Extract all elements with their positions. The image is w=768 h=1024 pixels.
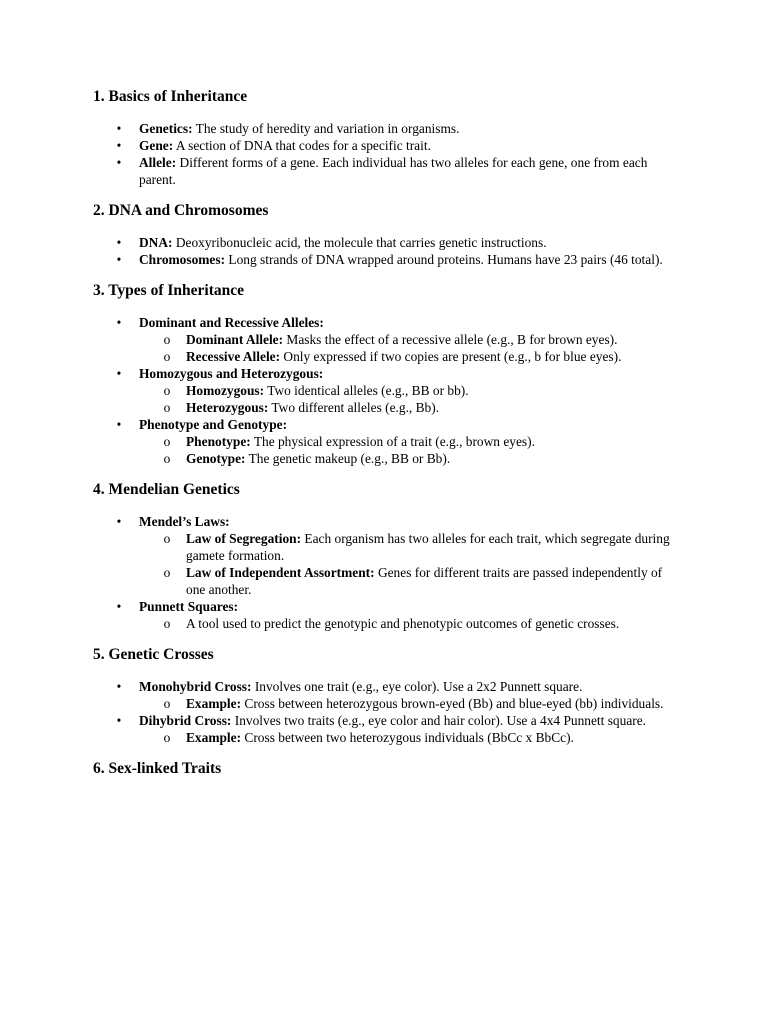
- circle-bullet-icon: o: [163, 531, 171, 546]
- list-item: [93, 678, 673, 712]
- sub-item-text: Masks the effect of a recessive allele (e.g., B for brown eyes).: [283, 332, 618, 347]
- bullet-icon: •: [116, 121, 122, 136]
- list-item: [93, 120, 673, 137]
- section-heading: 2. DNA and Chromosomes: [93, 202, 269, 219]
- item-term: DNA:: [139, 235, 173, 250]
- list-item: [93, 251, 673, 268]
- sub-item-term: Dominant Allele:: [186, 332, 284, 347]
- item-term: Genetics:: [139, 121, 193, 136]
- item-text: Involves two traits (e.g., eye color and hair color). Use a 4x4 Punnett square.: [231, 713, 647, 728]
- section-list: [93, 314, 673, 467]
- item-term: Punnett Squares:: [139, 599, 239, 614]
- list-item: [93, 314, 673, 365]
- sub-item-term: Genotype:: [186, 451, 246, 466]
- sub-item-text: The physical expression of a trait (e.g., brown eyes).: [250, 434, 535, 449]
- bullet-icon: •: [116, 599, 122, 614]
- item-term: Mendel’s Laws:: [139, 514, 230, 529]
- list-item: [93, 416, 673, 467]
- sub-item-text: Genes for different traits are passed independently of one another.: [186, 565, 663, 597]
- sub-item-term: Homozygous:: [186, 383, 265, 398]
- sub-list: [139, 729, 673, 746]
- sub-item-text: Only expressed if two copies are present (e.g., b for blue eyes).: [280, 349, 622, 364]
- list-item: [93, 513, 673, 598]
- document-body: [93, 87, 673, 792]
- bullet-icon: •: [116, 713, 122, 728]
- item-text: Involves one trait (e.g., eye color). Use a 2x2 Punnett square.: [251, 679, 583, 694]
- sub-list-item: [139, 450, 673, 467]
- circle-bullet-icon: o: [163, 332, 171, 347]
- circle-bullet-icon: o: [163, 616, 171, 631]
- sub-item-term: Law of Independent Assortment:: [186, 565, 375, 580]
- sub-item-term: Example:: [186, 696, 242, 711]
- bullet-icon: •: [116, 138, 122, 153]
- section-list: [93, 234, 673, 268]
- circle-bullet-icon: o: [163, 451, 171, 466]
- section-list: [93, 513, 673, 632]
- bullet-icon: •: [116, 315, 122, 330]
- bullet-icon: •: [116, 252, 122, 267]
- item-text: Deoxyribonucleic acid, the molecule that carries genetic instructions.: [172, 235, 547, 250]
- item-text: Different forms of a gene. Each individual has two alleles for each gene, one from each parent.: [139, 155, 648, 187]
- sub-list-item: [139, 382, 673, 399]
- item-term: Dihybrid Cross:: [139, 713, 232, 728]
- bullet-icon: •: [116, 679, 122, 694]
- item-term: Allele:: [139, 155, 177, 170]
- section-heading: 4. Mendelian Genetics: [93, 481, 240, 498]
- section-heading: 5. Genetic Crosses: [93, 646, 214, 663]
- sub-list-item: [139, 564, 673, 598]
- list-item: [93, 234, 673, 251]
- item-term: Dominant and Recessive Alleles:: [139, 315, 324, 330]
- bullet-icon: •: [116, 155, 122, 170]
- sub-list: [139, 530, 673, 598]
- sub-list-item: [139, 399, 673, 416]
- circle-bullet-icon: o: [163, 696, 171, 711]
- item-text: The study of heredity and variation in organisms.: [192, 121, 460, 136]
- sub-item-term: Heterozygous:: [186, 400, 269, 415]
- sub-list: [139, 382, 673, 416]
- sub-item-text: Cross between two heterozygous individuals (BbCc x BbCc).: [241, 730, 574, 745]
- list-item: [93, 137, 673, 154]
- item-term: Homozygous and Heterozygous:: [139, 366, 324, 381]
- sub-list-item: [139, 331, 673, 348]
- section-heading: 3. Types of Inheritance: [93, 282, 244, 299]
- item-term: Monohybrid Cross:: [139, 679, 252, 694]
- list-item: [93, 365, 673, 416]
- sub-item-text: Two different alleles (e.g., Bb).: [268, 400, 440, 415]
- sub-list-item: [139, 348, 673, 365]
- item-text: A section of DNA that codes for a specific trait.: [173, 138, 431, 153]
- bullet-icon: •: [116, 417, 122, 432]
- sub-list-item: [139, 433, 673, 450]
- bullet-icon: •: [116, 366, 122, 381]
- bullet-icon: •: [116, 514, 122, 529]
- sub-item-term: Example:: [186, 730, 242, 745]
- sub-list: [139, 433, 673, 467]
- bullet-icon: •: [116, 235, 122, 250]
- section-list: [93, 120, 673, 188]
- section-heading: 6. Sex-linked Traits: [93, 760, 222, 777]
- list-item: [93, 154, 673, 188]
- section-heading: 1. Basics of Inheritance: [93, 88, 248, 105]
- sub-list: [139, 615, 673, 632]
- list-item: [93, 598, 673, 632]
- sub-item-text: Cross between heterozygous brown-eyed (Bb) and blue-eyed (bb) individuals.: [241, 696, 664, 711]
- sub-item-term: Law of Segregation:: [186, 531, 302, 546]
- sub-list-item: [139, 729, 673, 746]
- sub-list: [139, 695, 673, 712]
- circle-bullet-icon: o: [163, 434, 171, 449]
- sub-item-text: Two identical alleles (e.g., BB or bb).: [264, 383, 469, 398]
- circle-bullet-icon: o: [163, 400, 171, 415]
- item-term: Phenotype and Genotype:: [139, 417, 288, 432]
- sub-item-text: A tool used to predict the genotypic and phenotypic outcomes of genetic crosses.: [186, 616, 620, 631]
- sub-item-text: Each organism has two alleles for each trait, which segregate during gamete formation.: [186, 531, 670, 563]
- sub-item-term: Recessive Allele:: [186, 349, 281, 364]
- circle-bullet-icon: o: [163, 383, 171, 398]
- list-item: [93, 712, 673, 746]
- section-list: [93, 678, 673, 746]
- circle-bullet-icon: o: [163, 349, 171, 364]
- sub-item-term: Phenotype:: [186, 434, 251, 449]
- sub-list: [139, 331, 673, 365]
- circle-bullet-icon: o: [163, 565, 171, 580]
- sub-item-text: The genetic makeup (e.g., BB or Bb).: [245, 451, 451, 466]
- sub-list-item: [139, 615, 673, 632]
- item-term: Chromosomes:: [139, 252, 226, 267]
- item-text: Long strands of DNA wrapped around proteins. Humans have 23 pairs (46 total).: [225, 252, 663, 267]
- sub-list-item: [139, 530, 673, 564]
- item-term: Gene:: [139, 138, 174, 153]
- sub-list-item: [139, 695, 673, 712]
- circle-bullet-icon: o: [163, 730, 171, 745]
